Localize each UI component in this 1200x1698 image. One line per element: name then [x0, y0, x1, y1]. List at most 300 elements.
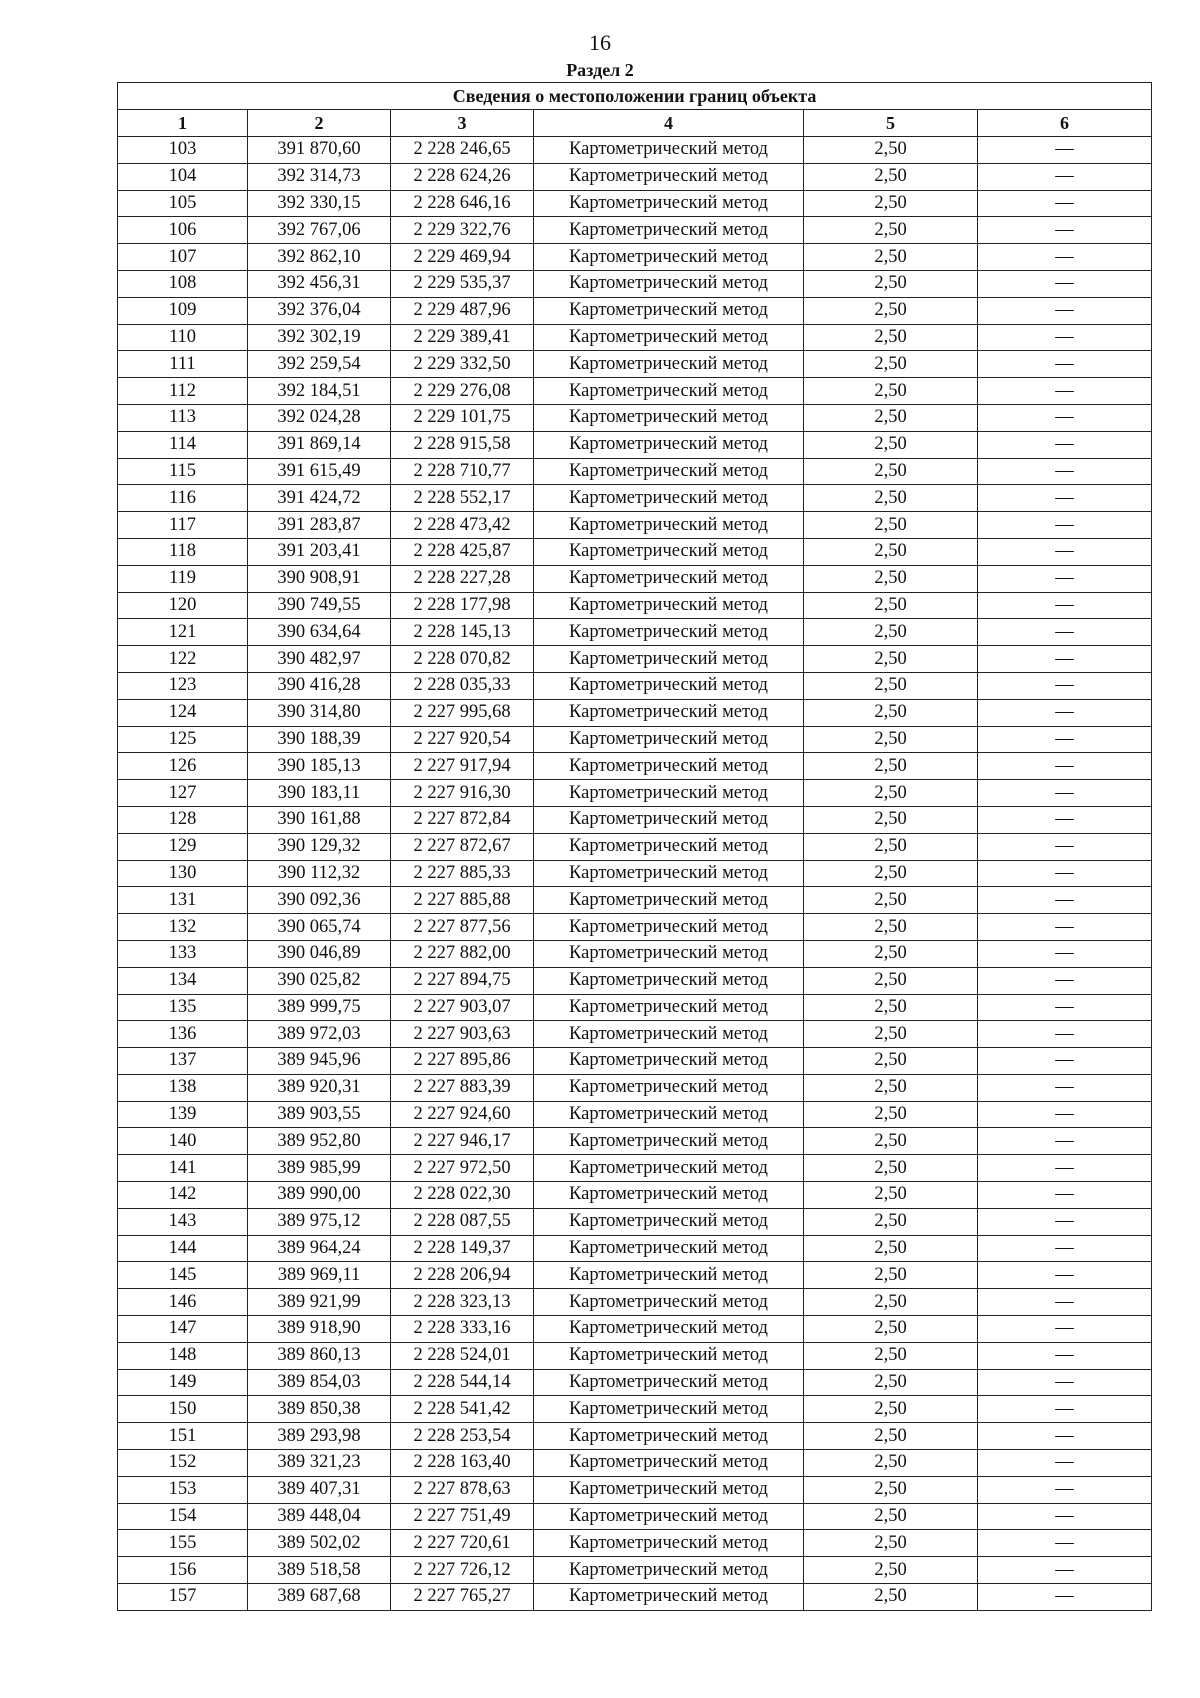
- table-row: [118, 512, 1152, 539]
- column-number: 3: [391, 110, 534, 137]
- x-coordinate-cell: 390 634,64: [248, 619, 391, 646]
- note-cell: —: [978, 270, 1152, 297]
- method-cell: Картометрический метод: [534, 833, 804, 860]
- y-coordinate-cell: 2 229 322,76: [391, 217, 534, 244]
- point-number-cell: 136: [118, 1021, 248, 1048]
- accuracy-cell: 2,50: [804, 190, 978, 217]
- accuracy-cell: 2,50: [804, 137, 978, 164]
- point-number-cell: 121: [118, 619, 248, 646]
- point-number-cell: 119: [118, 565, 248, 592]
- method-cell: Картометрический метод: [534, 1101, 804, 1128]
- y-coordinate-cell: 2 228 206,94: [391, 1262, 534, 1289]
- accuracy-cell: 2,50: [804, 512, 978, 539]
- method-cell: Картометрический метод: [534, 726, 804, 753]
- method-cell: Картометрический метод: [534, 1262, 804, 1289]
- accuracy-cell: 2,50: [804, 1396, 978, 1423]
- table-row: [118, 163, 1152, 190]
- x-coordinate-cell: 389 918,90: [248, 1316, 391, 1343]
- x-coordinate-cell: 391 870,60: [248, 137, 391, 164]
- point-number-cell: 151: [118, 1423, 248, 1450]
- point-number-cell: 153: [118, 1476, 248, 1503]
- point-number-cell: 141: [118, 1155, 248, 1182]
- method-cell: Картометрический метод: [534, 431, 804, 458]
- x-coordinate-cell: 390 161,88: [248, 806, 391, 833]
- method-cell: Картометрический метод: [534, 270, 804, 297]
- table-row: [118, 270, 1152, 297]
- point-number-cell: 111: [118, 351, 248, 378]
- x-coordinate-cell: 392 767,06: [248, 217, 391, 244]
- column-number: 6: [978, 110, 1152, 137]
- accuracy-cell: 2,50: [804, 1342, 978, 1369]
- y-coordinate-cell: 2 227 995,68: [391, 699, 534, 726]
- accuracy-cell: 2,50: [804, 672, 978, 699]
- method-cell: Картометрический метод: [534, 619, 804, 646]
- note-cell: —: [978, 1584, 1152, 1611]
- method-cell: Картометрический метод: [534, 753, 804, 780]
- y-coordinate-cell: 2 227 916,30: [391, 780, 534, 807]
- point-number-cell: 139: [118, 1101, 248, 1128]
- y-coordinate-cell: 2 228 544,14: [391, 1369, 534, 1396]
- accuracy-cell: 2,50: [804, 1262, 978, 1289]
- x-coordinate-cell: 390 065,74: [248, 914, 391, 941]
- x-coordinate-cell: 389 999,75: [248, 994, 391, 1021]
- method-cell: Картометрический метод: [534, 1316, 804, 1343]
- method-cell: Картометрический метод: [534, 512, 804, 539]
- table-row: [118, 404, 1152, 431]
- note-cell: —: [978, 297, 1152, 324]
- x-coordinate-cell: 390 482,97: [248, 646, 391, 673]
- accuracy-cell: 2,50: [804, 431, 978, 458]
- method-cell: Картометрический метод: [534, 1396, 804, 1423]
- note-cell: —: [978, 1289, 1152, 1316]
- x-coordinate-cell: 392 330,15: [248, 190, 391, 217]
- table-row: [118, 967, 1152, 994]
- x-coordinate-cell: 390 749,55: [248, 592, 391, 619]
- note-cell: —: [978, 512, 1152, 539]
- point-number-cell: 110: [118, 324, 248, 351]
- point-number-cell: 122: [118, 646, 248, 673]
- accuracy-cell: 2,50: [804, 1450, 978, 1477]
- y-coordinate-cell: 2 228 541,42: [391, 1396, 534, 1423]
- x-coordinate-cell: 389 920,31: [248, 1074, 391, 1101]
- accuracy-cell: 2,50: [804, 1048, 978, 1075]
- y-coordinate-cell: 2 227 895,86: [391, 1048, 534, 1075]
- x-coordinate-cell: 390 416,28: [248, 672, 391, 699]
- method-cell: Картометрический метод: [534, 297, 804, 324]
- accuracy-cell: 2,50: [804, 538, 978, 565]
- note-cell: —: [978, 244, 1152, 271]
- note-cell: —: [978, 806, 1152, 833]
- method-cell: Картометрический метод: [534, 860, 804, 887]
- point-number-cell: 132: [118, 914, 248, 941]
- accuracy-cell: 2,50: [804, 1289, 978, 1316]
- note-cell: —: [978, 1450, 1152, 1477]
- accuracy-cell: 2,50: [804, 592, 978, 619]
- table-row: [118, 753, 1152, 780]
- method-cell: Картометрический метод: [534, 1289, 804, 1316]
- y-coordinate-cell: 2 229 332,50: [391, 351, 534, 378]
- y-coordinate-cell: 2 227 751,49: [391, 1503, 534, 1530]
- y-coordinate-cell: 2 228 149,37: [391, 1235, 534, 1262]
- x-coordinate-cell: 390 183,11: [248, 780, 391, 807]
- note-cell: —: [978, 565, 1152, 592]
- point-number-cell: 125: [118, 726, 248, 753]
- point-number-cell: 123: [118, 672, 248, 699]
- x-coordinate-cell: 391 869,14: [248, 431, 391, 458]
- note-cell: —: [978, 994, 1152, 1021]
- table-row: [118, 431, 1152, 458]
- table-row: [118, 1289, 1152, 1316]
- note-cell: —: [978, 1021, 1152, 1048]
- x-coordinate-cell: 389 860,13: [248, 1342, 391, 1369]
- table-row: [118, 1021, 1152, 1048]
- y-coordinate-cell: 2 227 894,75: [391, 967, 534, 994]
- method-cell: Картометрический метод: [534, 967, 804, 994]
- point-number-cell: 140: [118, 1128, 248, 1155]
- accuracy-cell: 2,50: [804, 1208, 978, 1235]
- x-coordinate-cell: 389 969,11: [248, 1262, 391, 1289]
- point-number-cell: 134: [118, 967, 248, 994]
- table-row: [118, 1530, 1152, 1557]
- point-number-cell: 157: [118, 1584, 248, 1611]
- point-number-cell: 143: [118, 1208, 248, 1235]
- accuracy-cell: 2,50: [804, 887, 978, 914]
- y-coordinate-cell: 2 229 469,94: [391, 244, 534, 271]
- x-coordinate-cell: 389 502,02: [248, 1530, 391, 1557]
- accuracy-cell: 2,50: [804, 1503, 978, 1530]
- method-cell: Картометрический метод: [534, 1128, 804, 1155]
- note-cell: —: [978, 1316, 1152, 1343]
- table-row: [118, 646, 1152, 673]
- method-cell: Картометрический метод: [534, 1208, 804, 1235]
- y-coordinate-cell: 2 228 246,65: [391, 137, 534, 164]
- point-number-cell: 150: [118, 1396, 248, 1423]
- point-number-cell: 131: [118, 887, 248, 914]
- note-cell: —: [978, 324, 1152, 351]
- x-coordinate-cell: 392 456,31: [248, 270, 391, 297]
- accuracy-cell: 2,50: [804, 270, 978, 297]
- method-cell: Картометрический метод: [534, 914, 804, 941]
- x-coordinate-cell: 391 615,49: [248, 458, 391, 485]
- note-cell: —: [978, 699, 1152, 726]
- method-cell: Картометрический метод: [534, 1182, 804, 1209]
- method-cell: Картометрический метод: [534, 1048, 804, 1075]
- note-cell: —: [978, 619, 1152, 646]
- point-number-cell: 155: [118, 1530, 248, 1557]
- x-coordinate-cell: 389 990,00: [248, 1182, 391, 1209]
- note-cell: —: [978, 1530, 1152, 1557]
- accuracy-cell: 2,50: [804, 458, 978, 485]
- note-cell: —: [978, 967, 1152, 994]
- y-coordinate-cell: 2 228 145,13: [391, 619, 534, 646]
- table-row: [118, 1342, 1152, 1369]
- table-row: [118, 244, 1152, 271]
- y-coordinate-cell: 2 227 924,60: [391, 1101, 534, 1128]
- point-number-cell: 148: [118, 1342, 248, 1369]
- method-cell: Картометрический метод: [534, 378, 804, 405]
- note-cell: —: [978, 538, 1152, 565]
- y-coordinate-cell: 2 228 035,33: [391, 672, 534, 699]
- method-cell: Картометрический метод: [534, 1557, 804, 1584]
- accuracy-cell: 2,50: [804, 1235, 978, 1262]
- x-coordinate-cell: 390 314,80: [248, 699, 391, 726]
- table-row: [118, 1557, 1152, 1584]
- accuracy-cell: 2,50: [804, 646, 978, 673]
- x-coordinate-cell: 389 964,24: [248, 1235, 391, 1262]
- y-coordinate-cell: 2 228 915,58: [391, 431, 534, 458]
- note-cell: —: [978, 592, 1152, 619]
- section-title: Раздел 2: [566, 60, 634, 80]
- y-coordinate-cell: 2 227 920,54: [391, 726, 534, 753]
- method-cell: Картометрический метод: [534, 699, 804, 726]
- x-coordinate-cell: 389 518,58: [248, 1557, 391, 1584]
- x-coordinate-cell: 390 092,36: [248, 887, 391, 914]
- table-row: [118, 190, 1152, 217]
- note-cell: —: [978, 940, 1152, 967]
- table-row: [118, 1182, 1152, 1209]
- y-coordinate-cell: 2 227 872,84: [391, 806, 534, 833]
- accuracy-cell: 2,50: [804, 1584, 978, 1611]
- point-number-cell: 103: [118, 137, 248, 164]
- x-coordinate-cell: 392 302,19: [248, 324, 391, 351]
- x-coordinate-cell: 389 921,99: [248, 1289, 391, 1316]
- x-coordinate-cell: 389 985,99: [248, 1155, 391, 1182]
- table-row: [118, 1396, 1152, 1423]
- y-coordinate-cell: 2 227 877,56: [391, 914, 534, 941]
- table-row: [118, 1155, 1152, 1182]
- y-coordinate-cell: 2 228 087,55: [391, 1208, 534, 1235]
- method-cell: Картометрический метод: [534, 190, 804, 217]
- method-cell: Картометрический метод: [534, 1235, 804, 1262]
- point-number-cell: 116: [118, 485, 248, 512]
- method-cell: Картометрический метод: [534, 1155, 804, 1182]
- note-cell: —: [978, 378, 1152, 405]
- note-cell: —: [978, 1369, 1152, 1396]
- y-coordinate-cell: 2 227 885,33: [391, 860, 534, 887]
- page-number: 16: [589, 30, 611, 55]
- point-number-cell: 124: [118, 699, 248, 726]
- method-cell: Картометрический метод: [534, 163, 804, 190]
- accuracy-cell: 2,50: [804, 485, 978, 512]
- accuracy-cell: 2,50: [804, 244, 978, 271]
- point-number-cell: 154: [118, 1503, 248, 1530]
- x-coordinate-cell: 389 903,55: [248, 1101, 391, 1128]
- column-number: 1: [118, 110, 248, 137]
- table-row: [118, 780, 1152, 807]
- accuracy-cell: 2,50: [804, 163, 978, 190]
- table-row: [118, 1369, 1152, 1396]
- note-cell: —: [978, 137, 1152, 164]
- point-number-cell: 112: [118, 378, 248, 405]
- table-row: [118, 1476, 1152, 1503]
- y-coordinate-cell: 2 229 487,96: [391, 297, 534, 324]
- x-coordinate-cell: 392 259,54: [248, 351, 391, 378]
- method-cell: Картометрический метод: [534, 1423, 804, 1450]
- x-coordinate-cell: 390 046,89: [248, 940, 391, 967]
- note-cell: —: [978, 1476, 1152, 1503]
- method-cell: Картометрический метод: [534, 404, 804, 431]
- table-row: [118, 1262, 1152, 1289]
- point-number-cell: 145: [118, 1262, 248, 1289]
- point-number-cell: 106: [118, 217, 248, 244]
- y-coordinate-cell: 2 228 070,82: [391, 646, 534, 673]
- x-coordinate-cell: 389 975,12: [248, 1208, 391, 1235]
- table-row: [118, 1316, 1152, 1343]
- method-cell: Картометрический метод: [534, 1342, 804, 1369]
- method-cell: Картометрический метод: [534, 806, 804, 833]
- point-number-cell: 128: [118, 806, 248, 833]
- method-cell: Картометрический метод: [534, 324, 804, 351]
- point-number-cell: 126: [118, 753, 248, 780]
- y-coordinate-cell: 2 227 903,63: [391, 1021, 534, 1048]
- table-row: [118, 699, 1152, 726]
- point-number-cell: 127: [118, 780, 248, 807]
- method-cell: Картометрический метод: [534, 485, 804, 512]
- accuracy-cell: 2,50: [804, 1128, 978, 1155]
- note-cell: —: [978, 190, 1152, 217]
- note-cell: —: [978, 646, 1152, 673]
- x-coordinate-cell: 389 854,03: [248, 1369, 391, 1396]
- accuracy-cell: 2,50: [804, 1155, 978, 1182]
- accuracy-cell: 2,50: [804, 1316, 978, 1343]
- y-coordinate-cell: 2 228 710,77: [391, 458, 534, 485]
- x-coordinate-cell: 392 314,73: [248, 163, 391, 190]
- point-number-cell: 120: [118, 592, 248, 619]
- y-coordinate-cell: 2 228 473,42: [391, 512, 534, 539]
- method-cell: Картометрический метод: [534, 646, 804, 673]
- note-cell: —: [978, 404, 1152, 431]
- note-cell: —: [978, 431, 1152, 458]
- point-number-cell: 133: [118, 940, 248, 967]
- y-coordinate-cell: 2 227 903,07: [391, 994, 534, 1021]
- point-number-cell: 147: [118, 1316, 248, 1343]
- y-coordinate-cell: 2 227 885,88: [391, 887, 534, 914]
- y-coordinate-cell: 2 228 425,87: [391, 538, 534, 565]
- table-caption: Сведения о местоположении границ объекта: [118, 83, 1152, 110]
- method-cell: Картометрический метод: [534, 1021, 804, 1048]
- point-number-cell: 149: [118, 1369, 248, 1396]
- note-cell: —: [978, 914, 1152, 941]
- x-coordinate-cell: 391 424,72: [248, 485, 391, 512]
- table-row: [118, 1208, 1152, 1235]
- note-cell: —: [978, 780, 1152, 807]
- accuracy-cell: 2,50: [804, 1101, 978, 1128]
- point-number-cell: 118: [118, 538, 248, 565]
- method-cell: Картометрический метод: [534, 592, 804, 619]
- table-row: [118, 940, 1152, 967]
- table-row: [118, 217, 1152, 244]
- note-cell: —: [978, 1155, 1152, 1182]
- point-number-cell: 105: [118, 190, 248, 217]
- table-row: [118, 565, 1152, 592]
- table-row: [118, 351, 1152, 378]
- accuracy-cell: 2,50: [804, 565, 978, 592]
- note-cell: —: [978, 163, 1152, 190]
- x-coordinate-cell: 392 376,04: [248, 297, 391, 324]
- column-number: 4: [534, 110, 804, 137]
- method-cell: Картометрический метод: [534, 217, 804, 244]
- note-cell: —: [978, 458, 1152, 485]
- y-coordinate-cell: 2 228 552,17: [391, 485, 534, 512]
- note-cell: —: [978, 1182, 1152, 1209]
- y-coordinate-cell: 2 227 882,00: [391, 940, 534, 967]
- accuracy-cell: 2,50: [804, 619, 978, 646]
- table-row: [118, 806, 1152, 833]
- note-cell: —: [978, 1208, 1152, 1235]
- note-cell: —: [978, 833, 1152, 860]
- point-number-cell: 109: [118, 297, 248, 324]
- table-row: [118, 726, 1152, 753]
- x-coordinate-cell: 391 203,41: [248, 538, 391, 565]
- y-coordinate-cell: 2 227 946,17: [391, 1128, 534, 1155]
- x-coordinate-cell: 390 908,91: [248, 565, 391, 592]
- table-row: [118, 672, 1152, 699]
- y-coordinate-cell: 2 227 972,50: [391, 1155, 534, 1182]
- point-number-cell: 142: [118, 1182, 248, 1209]
- method-cell: Картометрический метод: [534, 1584, 804, 1611]
- y-coordinate-cell: 2 228 022,30: [391, 1182, 534, 1209]
- note-cell: —: [978, 1262, 1152, 1289]
- method-cell: Картометрический метод: [534, 1503, 804, 1530]
- table-row: [118, 1101, 1152, 1128]
- table-row: [118, 1235, 1152, 1262]
- y-coordinate-cell: 2 227 720,61: [391, 1530, 534, 1557]
- accuracy-cell: 2,50: [804, 404, 978, 431]
- accuracy-cell: 2,50: [804, 351, 978, 378]
- point-number-cell: 107: [118, 244, 248, 271]
- note-cell: —: [978, 1128, 1152, 1155]
- accuracy-cell: 2,50: [804, 967, 978, 994]
- method-cell: Картометрический метод: [534, 538, 804, 565]
- point-number-cell: 138: [118, 1074, 248, 1101]
- point-number-cell: 108: [118, 270, 248, 297]
- column-number: 2: [248, 110, 391, 137]
- x-coordinate-cell: 390 112,32: [248, 860, 391, 887]
- x-coordinate-cell: 389 952,80: [248, 1128, 391, 1155]
- point-number-cell: 113: [118, 404, 248, 431]
- y-coordinate-cell: 2 229 535,37: [391, 270, 534, 297]
- x-coordinate-cell: 389 850,38: [248, 1396, 391, 1423]
- table-row: [118, 1074, 1152, 1101]
- y-coordinate-cell: 2 228 323,13: [391, 1289, 534, 1316]
- point-number-cell: 129: [118, 833, 248, 860]
- table-row: [118, 592, 1152, 619]
- y-coordinate-cell: 2 228 646,16: [391, 190, 534, 217]
- x-coordinate-cell: 390 025,82: [248, 967, 391, 994]
- x-coordinate-cell: 389 448,04: [248, 1503, 391, 1530]
- accuracy-cell: 2,50: [804, 324, 978, 351]
- table-row: [118, 378, 1152, 405]
- x-coordinate-cell: 389 293,98: [248, 1423, 391, 1450]
- accuracy-cell: 2,50: [804, 1369, 978, 1396]
- method-cell: Картометрический метод: [534, 1450, 804, 1477]
- y-coordinate-cell: 2 228 333,16: [391, 1316, 534, 1343]
- y-coordinate-cell: 2 229 389,41: [391, 324, 534, 351]
- accuracy-cell: 2,50: [804, 726, 978, 753]
- table-row: [118, 324, 1152, 351]
- note-cell: —: [978, 1396, 1152, 1423]
- point-number-cell: 130: [118, 860, 248, 887]
- method-cell: Картометрический метод: [534, 940, 804, 967]
- x-coordinate-cell: 389 945,96: [248, 1048, 391, 1075]
- table-row: [118, 1584, 1152, 1611]
- table-row: [118, 1128, 1152, 1155]
- table-row: [118, 485, 1152, 512]
- point-number-cell: 144: [118, 1235, 248, 1262]
- accuracy-cell: 2,50: [804, 914, 978, 941]
- note-cell: —: [978, 1423, 1152, 1450]
- table-row: [118, 1423, 1152, 1450]
